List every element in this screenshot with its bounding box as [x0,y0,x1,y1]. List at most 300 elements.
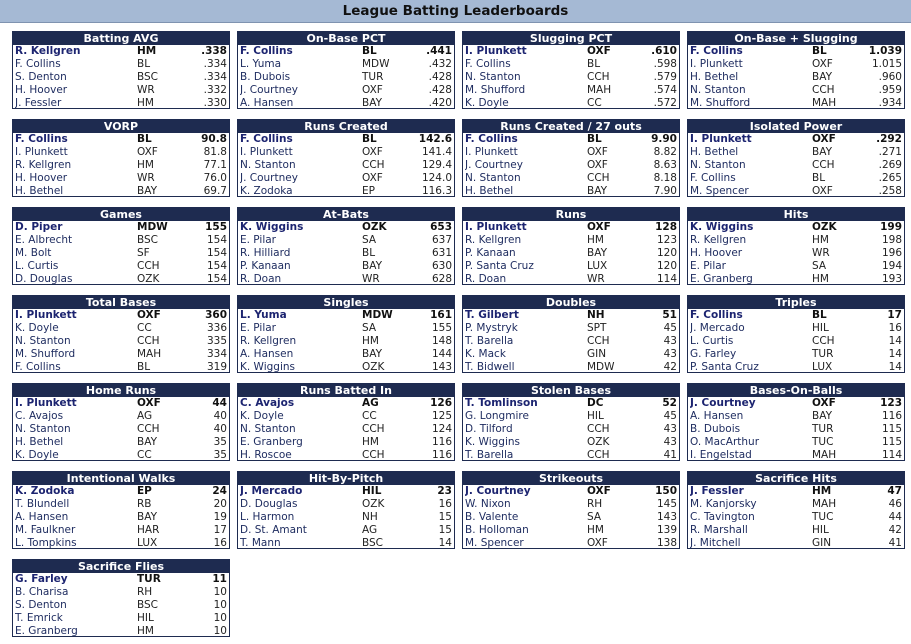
player-name-link[interactable]: F. Collins [465,133,518,145]
player-name-link[interactable]: R. Hilliard [240,247,291,259]
team-abbr: SA [362,234,377,246]
player-name-link[interactable]: I. Plunkett [465,221,527,233]
player-name-link[interactable]: N. Stanton [15,335,71,347]
player-name-link[interactable]: I. Plunkett [15,397,77,409]
player-name-link[interactable]: K. Wiggins [240,221,304,233]
player-name-link[interactable]: L. Curtis [690,335,734,347]
stat-value: .959 [878,84,902,96]
team-abbr: HM [587,524,604,536]
team-abbr: OXF [137,397,161,409]
stat-value: 144 [431,348,452,360]
team-abbr: BAY [362,260,382,272]
player-name-link[interactable]: R. Doan [240,273,282,285]
stat-value: 116 [881,410,902,422]
team-abbr: HM [137,45,157,57]
player-name-link[interactable]: F. Collins [465,58,511,70]
player-name-link[interactable]: F. Collins [690,309,743,321]
player-name-link[interactable]: E. Granberg [15,625,78,637]
player-name-link[interactable]: I. Plunkett [465,146,518,158]
leaderboard-row [688,348,904,361]
leader-row [463,45,679,58]
player-name-link[interactable]: M. Shufford [15,348,76,360]
leader-row [13,573,229,586]
leader-row [238,485,454,498]
leaderboard-row [463,449,679,461]
player-name-link[interactable]: H. Hoover [690,247,743,259]
player-name-link[interactable]: D. Tilford [465,423,513,435]
stat-value: 120 [656,247,677,259]
player-name-link[interactable]: T. Barella [465,449,514,461]
stat-value: .610 [651,45,677,57]
player-name-link[interactable]: R. Kellgren [15,159,72,171]
team-abbr: BL [362,133,377,145]
player-name-link[interactable]: F. Collins [15,361,61,373]
player-name-link[interactable]: N. Stanton [690,159,746,171]
stat-value: 43 [663,423,677,435]
player-name-link[interactable]: I. Plunkett [465,45,527,57]
player-name-link[interactable]: E. Granberg [240,436,303,448]
team-abbr: OZK [587,436,610,448]
leaderboard-row [688,172,904,185]
stat-value: .258 [878,185,902,197]
leaderboard-row [463,537,679,549]
player-name-link[interactable]: D. Douglas [15,273,73,285]
leaderboard-row [688,71,904,84]
player-name-link[interactable]: T. Blundell [15,498,70,510]
leaderboard-row [13,625,229,637]
player-name-link[interactable]: N. Stanton [240,159,296,171]
player-name-link[interactable]: C. Tavington [690,511,755,523]
team-abbr: TUC [812,511,834,523]
team-abbr: CCH [137,260,160,272]
stat-value: .420 [428,97,452,109]
player-name-link[interactable]: B. Dubois [690,423,741,435]
team-abbr: OXF [587,146,608,158]
team-abbr: BL [137,133,152,145]
team-abbr: CCH [137,335,160,347]
leaderboard-row [688,449,904,461]
player-name-link[interactable]: G. Farley [690,348,737,360]
leaderboard-row [463,410,679,423]
stat-value: 10 [213,625,227,637]
leaderboard-row [13,172,229,185]
player-name-link[interactable]: S. Denton [15,599,67,611]
player-name-link[interactable]: I. Plunkett [690,133,752,145]
leaderboard-row [238,524,454,537]
leader-row [238,221,454,234]
leader-row [13,221,229,234]
stat-value: .441 [426,45,452,57]
player-name-link[interactable]: I. Plunkett [690,58,743,70]
stat-value: .598 [653,58,677,70]
player-name-link[interactable]: T. Mann [240,537,281,549]
leaderboard-row [238,498,454,511]
player-name-link[interactable]: A. Hansen [240,97,294,109]
leaderboard-total-bases [12,295,230,373]
leaderboard-row [463,361,679,373]
team-abbr: BSC [362,537,384,549]
team-abbr: CCH [362,159,385,171]
stat-value: 44 [212,397,227,409]
stat-value: 631 [431,247,452,259]
player-name-link[interactable]: J. Fessler [15,97,62,109]
leader-row [238,133,454,146]
player-name-link[interactable]: H. Bethel [15,185,64,197]
player-name-link[interactable]: P. Santa Cruz [465,260,534,272]
player-name-link[interactable]: R. Kellgren [465,234,522,246]
player-name-link[interactable]: R. Kellgren [240,335,297,347]
team-abbr: MAH [587,84,612,96]
leaderboard-row [688,234,904,247]
player-name-link[interactable]: T. Bidwell [465,361,515,373]
stat-value: 16 [438,498,452,510]
player-name-link[interactable]: P. Santa Cruz [690,361,759,373]
player-name-link[interactable]: F. Collins [240,133,293,145]
player-name-link[interactable]: L. Yuma [240,58,282,70]
player-name-link[interactable]: H. Bethel [15,436,64,448]
player-name-link[interactable]: A. Hansen [15,511,69,523]
leaderboard-row [13,586,229,599]
stat-value: 76.0 [203,172,227,184]
leaderboard-title: Hit-By-Pitch [238,472,454,485]
stat-value: .428 [428,84,452,96]
player-name-link[interactable]: K. Doyle [15,322,59,334]
team-abbr: BSC [137,71,159,83]
player-name-link[interactable]: R. Doan [465,273,507,285]
leaderboard-title: Isolated Power [688,120,904,133]
player-name-link[interactable]: B. Dubois [240,71,291,83]
stat-value: 11 [212,573,227,585]
team-abbr: CCH [812,84,835,96]
player-name-link[interactable]: D. Piper [15,221,63,233]
leaderboard-row [463,146,679,159]
leaderboard-row [688,436,904,449]
team-abbr: CCH [587,423,610,435]
team-abbr: CCH [362,423,385,435]
leaderboard-row [463,348,679,361]
stat-value: 15 [438,511,452,523]
player-name-link[interactable]: J. Fessler [690,485,744,497]
stat-value: 120 [656,260,677,272]
stat-value: .292 [876,133,902,145]
leaderboard-row [688,498,904,511]
stat-value: 77.1 [203,159,227,171]
leaderboard-row [13,146,229,159]
leader-row [463,221,679,234]
player-name-link[interactable]: C. Avajos [240,397,295,409]
player-name-link[interactable]: W. Nixon [465,498,511,510]
player-name-link[interactable]: K. Doyle [240,410,284,422]
team-abbr: AG [137,410,153,422]
stat-value: 10 [213,612,227,624]
leaderboard-row [238,335,454,348]
player-name-link[interactable]: K. Mack [465,348,506,360]
leaderboard-row [13,599,229,612]
stat-value: 52 [662,397,677,409]
stat-value: 143 [431,361,452,373]
leaderboard-row [238,322,454,335]
leaderboard-row [463,511,679,524]
player-name-link[interactable]: I. Plunkett [240,146,293,158]
player-name-link[interactable]: L. Curtis [15,260,59,272]
team-abbr: OZK [362,361,385,373]
player-name-link[interactable]: L. Tompkins [15,537,77,549]
player-name-link[interactable]: M. Faulkner [15,524,76,536]
leaderboard-row [463,498,679,511]
leaderboard-title: Doubles [463,296,679,309]
player-name-link[interactable]: L. Harmon [240,511,295,523]
player-name-link[interactable]: T. Gilbert [465,309,519,321]
player-name-link[interactable]: E. Pilar [240,322,276,334]
player-name-link[interactable]: A. Hansen [240,348,294,360]
team-abbr: OXF [137,309,161,321]
player-name-link[interactable]: J. Mercado [240,485,303,497]
player-name-link[interactable]: I. Engelstad [690,449,752,461]
team-abbr: OZK [362,221,387,233]
team-abbr: CCH [137,423,160,435]
team-abbr: TUR [812,423,834,435]
player-name-link[interactable]: H. Bethel [690,146,739,158]
player-name-link[interactable]: K. Wiggins [240,361,296,373]
leaderboard-row [13,410,229,423]
stat-value: 154 [206,247,227,259]
player-name-link[interactable]: M. Shufford [465,84,526,96]
stat-value: .428 [428,71,452,83]
player-name-link[interactable]: N. Stanton [240,423,296,435]
player-name-link[interactable]: A. Hansen [690,410,744,422]
player-name-link[interactable]: M. Spencer [465,537,524,549]
leaderboard-row [688,247,904,260]
player-name-link[interactable]: M. Shufford [690,97,751,109]
player-name-link[interactable]: E. Albrecht [15,234,73,246]
player-name-link[interactable]: P. Kanaan [465,247,516,259]
leaderboard-title: Runs Batted In [238,384,454,397]
stat-value: 161 [430,309,452,321]
leaderboard-title: Batting AVG [13,32,229,45]
player-name-link[interactable]: J. Mercado [690,322,745,334]
player-name-link[interactable]: I. Plunkett [15,309,77,321]
leaderboard-on-base-slugging [687,31,905,109]
leader-row [688,485,904,498]
leaderboard-row [463,423,679,436]
leaderboard-row [688,273,904,285]
leaderboard-row [688,361,904,373]
team-abbr: BAY [587,185,607,197]
leaderboard-row [688,84,904,97]
player-name-link[interactable]: J. Mitchell [690,537,741,549]
leaderboard-title: Strikeouts [463,472,679,485]
player-name-link[interactable]: B. Valente [465,511,519,523]
player-name-link[interactable]: N. Stanton [15,423,71,435]
leaderboard-row [13,159,229,172]
leaderboard-title: Stolen Bases [463,384,679,397]
stat-value: 142.6 [418,133,452,145]
stat-value: 335 [206,335,227,347]
leaderboard-row [13,511,229,524]
player-name-link[interactable]: M. Kanjorsky [690,498,757,510]
player-name-link[interactable]: R. Kellgren [15,45,81,57]
stat-value: 24 [212,485,227,497]
player-name-link[interactable]: T. Tomlinson [465,397,538,409]
leader-row [13,45,229,58]
player-name-link[interactable]: T. Barella [465,335,514,347]
leaderboard-intentional-walks [12,471,230,549]
player-name-link[interactable]: P. Mystryk [465,322,518,334]
leaderboard-row [463,172,679,185]
team-abbr: OXF [812,397,836,409]
team-abbr: HIL [812,524,829,536]
player-name-link[interactable]: M. Bolt [15,247,52,259]
player-name-link[interactable]: F. Collins [690,172,736,184]
stat-value: 319 [206,361,227,373]
team-abbr: BL [587,58,601,70]
player-name-link[interactable]: H. Bethel [690,71,739,83]
team-abbr: BL [812,45,827,57]
leader-row [688,397,904,410]
leader-row [13,397,229,410]
team-abbr: CC [137,322,152,334]
player-name-link[interactable]: G. Longmire [465,410,529,422]
player-name-link[interactable]: C. Avajos [15,410,64,422]
leaderboard-title: VORP [13,120,229,133]
leaderboard-grid [12,31,908,637]
player-name-link[interactable]: J. Courtney [465,485,531,497]
stat-value: 115 [881,436,902,448]
player-name-link[interactable]: G. Farley [15,573,68,585]
team-abbr: CCH [587,335,610,347]
leaderboard-row [238,84,454,97]
player-name-link[interactable]: J. Courtney [240,84,298,96]
leaderboard-row [463,273,679,285]
team-abbr: BL [587,133,602,145]
team-abbr: HIL [812,322,829,334]
team-abbr: MAH [812,97,837,109]
team-abbr: HM [137,159,154,171]
leaderboard-games [12,207,230,285]
leaderboard-row [463,58,679,71]
player-name-link[interactable]: K. Zodoka [15,485,75,497]
stat-value: 51 [662,309,677,321]
team-abbr: WR [137,84,155,96]
team-abbr: OZK [812,221,837,233]
team-abbr: OXF [137,146,158,158]
player-name-link[interactable]: F. Collins [15,58,61,70]
team-abbr: CCH [587,71,610,83]
player-name-link[interactable]: F. Collins [690,45,743,57]
stat-value: 19 [213,511,227,523]
leaderboard-triples [687,295,905,373]
player-name-link[interactable]: D. St. Amant [240,524,307,536]
player-name-link[interactable]: H. Bethel [465,185,514,197]
player-name-link[interactable]: N. Stanton [465,71,521,83]
player-name-link[interactable]: E. Granberg [690,273,753,285]
player-name-link[interactable]: N. Stanton [465,172,521,184]
stat-value: 43 [663,335,677,347]
leaderboard-row [238,449,454,461]
team-abbr: BSC [137,599,159,611]
team-abbr: AG [362,524,378,536]
player-name-link[interactable]: E. Pilar [690,260,726,272]
leaderboard-bases-on-balls [687,383,905,461]
player-name-link[interactable]: F. Collins [15,133,68,145]
player-name-link[interactable]: P. Kanaan [240,260,291,272]
team-abbr: SA [812,260,827,272]
stat-value: 336 [206,322,227,334]
stat-value: 154 [206,234,227,246]
player-name-link[interactable]: J. Courtney [690,397,756,409]
player-name-link[interactable]: T. Emrick [15,612,63,624]
player-name-link[interactable]: R. Marshall [690,524,748,536]
stat-value: .574 [653,84,677,96]
stat-value: 194 [881,260,902,272]
team-abbr: BAY [137,511,157,523]
player-name-link[interactable]: D. Douglas [240,498,298,510]
team-abbr: OZK [137,273,160,285]
player-name-link[interactable]: J. Courtney [465,159,523,171]
stat-value: 14 [888,348,902,360]
team-abbr: HM [362,335,379,347]
team-abbr: HM [812,485,832,497]
leaderboard-row [13,273,229,285]
team-abbr: SPT [587,322,607,334]
stat-value: 334 [206,348,227,360]
player-name-link[interactable]: M. Spencer [690,185,749,197]
stat-value: 43 [663,348,677,360]
player-name-link[interactable]: H. Hoover [15,172,68,184]
stat-value: 8.63 [653,159,677,171]
player-name-link[interactable]: H. Roscoe [240,449,292,461]
player-name-link[interactable]: I. Plunkett [15,146,68,158]
team-abbr: TUR [137,573,161,585]
team-abbr: CCH [587,449,610,461]
leaderboard-row [688,97,904,109]
stat-value: .330 [203,97,227,109]
leaderboard-title: Triples [688,296,904,309]
team-abbr: BAY [137,185,157,197]
stat-value: 141.4 [421,146,452,158]
team-abbr: TUR [362,71,384,83]
player-name-link[interactable]: H. Hoover [15,84,68,96]
player-name-link[interactable]: K. Doyle [465,97,509,109]
player-name-link[interactable]: K. Zodoka [240,185,293,197]
player-name-link[interactable]: S. Denton [15,71,67,83]
player-name-link[interactable]: O. MacArthur [690,436,760,448]
player-name-link[interactable]: F. Collins [240,45,293,57]
stat-value: 637 [431,234,452,246]
player-name-link[interactable]: K. Doyle [15,449,59,461]
team-abbr: BL [812,309,827,321]
leaderboard-runs [462,207,680,285]
player-name-link[interactable]: R. Kellgren [690,234,747,246]
player-name-link[interactable]: J. Courtney [240,172,298,184]
team-abbr: BSC [137,234,159,246]
stat-value: 14 [888,361,902,373]
leaderboard-title: Runs Created / 27 outs [463,120,679,133]
stat-value: .338 [201,45,227,57]
leaderboard-row [13,260,229,273]
player-name-link[interactable]: B. Charisa [15,586,69,598]
team-abbr: BL [362,45,377,57]
leader-row [13,133,229,146]
stat-value: 155 [205,221,227,233]
player-name-link[interactable]: L. Yuma [240,309,287,321]
player-name-link[interactable]: E. Pilar [240,234,276,246]
team-abbr: HM [137,97,154,109]
player-name-link[interactable]: K. Wiggins [690,221,754,233]
player-name-link[interactable]: B. Holloman [465,524,529,536]
player-name-link[interactable]: N. Stanton [690,84,746,96]
player-name-link[interactable]: K. Wiggins [465,436,521,448]
